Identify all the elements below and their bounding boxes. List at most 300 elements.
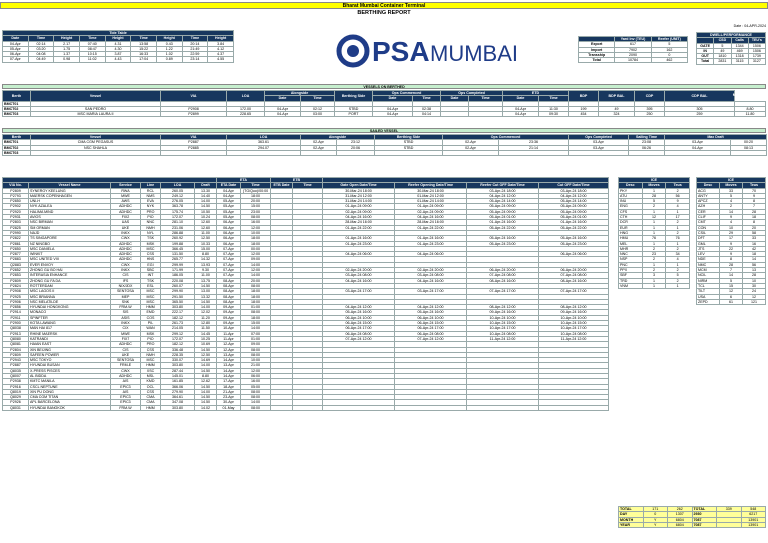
col-date: Date <box>373 96 413 101</box>
table-cell: 231.06 <box>161 225 195 230</box>
table-cell: 5 <box>714 43 731 48</box>
table-cell <box>323 405 395 410</box>
table-cell: 05-Apr-24 22:00 <box>539 225 609 230</box>
table-cell: 14 <box>743 257 766 262</box>
table-cell: 03-Apr-24 18:00 <box>467 188 539 193</box>
table-cell: 2930 <box>692 512 717 517</box>
table-cell: 250 <box>635 112 665 117</box>
table-row <box>3 150 767 155</box>
table-cell: 2 <box>720 204 743 209</box>
table-cell: 30-Mar-24 18:00 <box>323 188 395 193</box>
table-cell: ENG <box>619 204 643 209</box>
table-cell: PIO <box>141 215 161 220</box>
table-cell: RHINE MAERSK <box>29 331 111 336</box>
table-cell: AWS <box>111 199 141 204</box>
totals-table <box>618 506 766 528</box>
table-cell: P2883 <box>3 257 29 262</box>
table-cell: 1 <box>642 262 666 267</box>
table-cell: 16 <box>743 241 766 246</box>
table-cell: 61 <box>720 299 743 304</box>
table-cell: 1810 <box>714 54 731 59</box>
table-cell: 04-Apr <box>265 106 301 111</box>
col-header: TEU's <box>748 38 765 43</box>
table-cell: 1344 <box>731 43 748 48</box>
table-cell: 42 <box>743 246 766 251</box>
table-cell: 11-Apr <box>217 331 241 336</box>
table-cell: 08:00 <box>241 310 271 315</box>
table-cell: Total <box>697 59 714 64</box>
table-cell: Total <box>579 58 615 63</box>
table-cell: TILT <box>697 289 720 294</box>
table-cell: 347.08 <box>161 400 195 405</box>
table-cell: RWA <box>111 188 141 193</box>
table-cell: 05-Apr-24 09:00 <box>539 204 609 209</box>
table-cell: MWE <box>111 193 141 198</box>
col-header: Time <box>28 36 54 41</box>
table-cell: 18 <box>743 215 766 220</box>
col-vessel: Vessel <box>31 135 161 140</box>
table-cell: 214.05 <box>161 326 195 331</box>
table-cell: 01-Apr-24 09:00 <box>395 204 467 209</box>
table-cell: CSIL <box>697 230 720 235</box>
table-cell: 04-Apr-24 12:00 <box>395 305 467 310</box>
table-cell: 18:00 <box>241 241 271 246</box>
table-cell: NNC <box>619 252 643 257</box>
col-header: Time <box>131 36 157 41</box>
col-max-draft: Max Draft <box>732 93 750 97</box>
table-cell: 31-Mar-24 12:00 <box>323 193 395 198</box>
table-cell: 29 <box>720 230 743 235</box>
table-cell: 1 <box>642 278 666 283</box>
table-cell: 14:00 <box>241 262 271 267</box>
table-cell: P2920 <box>3 209 29 214</box>
table-cell: 9 <box>720 215 743 220</box>
table-cell: 13.75 <box>195 278 217 283</box>
table-cell: 12:00 <box>241 268 271 273</box>
table-cell: OUT <box>697 54 714 59</box>
table-cell: 06-Apr-24 08:00 <box>323 331 395 336</box>
table-cell: INTERASIA ENHANCE <box>29 273 111 278</box>
table-cell: 21:00 <box>241 363 271 368</box>
table-cell: 04-Apr-24 16:00 <box>323 215 395 220</box>
table-cell: 07-Apr <box>3 57 29 62</box>
table-cell: 03-Apr <box>569 145 629 150</box>
col-berthing-side: Berthing Side <box>375 135 443 140</box>
table-cell: 7087 <box>692 522 717 527</box>
table-cell: 08-Apr-24 12:00 <box>467 305 539 310</box>
sailed-section-title: SAILED VESSEL <box>2 128 766 133</box>
table-cell: 365.50 <box>161 299 195 304</box>
table-cell: 04-Apr-24 16:00 <box>323 278 395 283</box>
table-cell: 03-Apr-24 18:00 <box>539 188 609 193</box>
col-date: Date <box>441 96 469 101</box>
table-cell: 6217 <box>741 512 766 517</box>
table-cell: INU <box>619 199 643 204</box>
table-cell: 10-Apr-24 15:00 <box>467 321 539 326</box>
table-cell: 01:00 <box>241 305 271 310</box>
table-cell: MSC <box>141 246 161 251</box>
table-cell: 00:20 <box>731 140 767 145</box>
table-cell: NIRM <box>697 278 720 283</box>
table-cell: MAERSK COPENHAGEN <box>29 193 111 198</box>
table-cell: P2926 <box>3 400 29 405</box>
table-cell: 18:00 <box>241 315 271 320</box>
table-cell: 04-Apr-24 12:00 <box>467 193 539 198</box>
table-cell: 06-Apr <box>217 230 241 235</box>
table-cell: 303.80 <box>161 305 195 310</box>
table-cell: 299.12 <box>161 331 195 336</box>
table-cell: 16:33 <box>131 52 157 57</box>
table-cell: 09-Apr <box>217 321 241 326</box>
col-header: Height <box>105 36 131 41</box>
table-cell: 07-Apr <box>217 273 241 278</box>
table-cell: 01-Apr-24 16:00 <box>539 220 609 225</box>
table-cell: P2856 <box>3 305 29 310</box>
table-cell: Q8007 <box>3 373 29 378</box>
table-row <box>3 112 766 117</box>
table-cell: KOTA LAWANG <box>29 321 111 326</box>
table-cell: INKX <box>111 268 141 273</box>
table-cell: 09-Apr <box>217 310 241 315</box>
col-eta: ETA <box>217 178 271 183</box>
table-cell: UKE <box>111 352 141 357</box>
table-cell: MSC TOKYO <box>29 358 111 363</box>
table-cell: 76 <box>666 236 690 241</box>
table-cell: 13.30 <box>195 188 217 193</box>
table-cell: 70 <box>743 188 766 193</box>
table-cell: 10.33 <box>195 241 217 246</box>
table-cell: CFS <box>619 209 643 214</box>
table-cell: 06-Apr-24 20:00 <box>467 268 539 273</box>
table-cell: YEAR <box>619 522 644 527</box>
table-cell: 469 <box>731 48 748 53</box>
table-cell: EMD <box>141 310 161 315</box>
table-cell: 01-Apr-24 16:00 <box>395 236 467 241</box>
table-cell: P2803 <box>3 220 29 225</box>
table-cell: 12 <box>720 289 743 294</box>
table-cell: 01-Apr-24 16:00 <box>323 236 395 241</box>
table-cell: XSC <box>141 368 161 373</box>
table-cell: 4.55 <box>208 57 234 62</box>
table-cell: 07-Apr-24 12:00 <box>395 336 467 341</box>
table-cell: 20:06 <box>337 145 375 150</box>
table-cell: 172.07 <box>161 215 195 220</box>
table-cell: 324 <box>599 112 635 117</box>
table-cell: HYUNDAI BUSAN <box>29 363 111 368</box>
table-cell: 14.50 <box>195 347 217 352</box>
table-cell: 02-Apr <box>301 140 337 145</box>
table-cell: INT <box>141 273 161 278</box>
table-cell: NYK AZALEA <box>29 204 111 209</box>
table-cell: AIS <box>111 389 141 394</box>
table-cell: 09-Apr <box>217 305 241 310</box>
table-cell: 01:00 <box>241 336 271 341</box>
table-cell: 5 <box>720 278 743 283</box>
col-header: Cut OFF Date/Time <box>539 183 609 188</box>
col-via: VIA <box>161 91 227 102</box>
table-cell: 172.00 <box>227 106 265 111</box>
table-cell: 23:08 <box>629 140 665 145</box>
table-cell: 18:00 <box>241 294 271 299</box>
table-cell: 05-Apr <box>217 209 241 214</box>
table-cell: 14.00 <box>195 389 217 394</box>
table-cell: INKX <box>111 230 141 235</box>
table-cell: 01-Apr-24 22:00 <box>395 225 467 230</box>
table-cell: 09-Apr-24 16:00 <box>539 310 609 315</box>
table-cell: 7 <box>720 268 743 273</box>
col-date: Date <box>503 96 539 101</box>
table-cell: P2914 <box>3 310 29 315</box>
table-cell: 4 <box>720 220 743 225</box>
col-bdp-bal: BDP BAL <box>599 91 635 102</box>
table-cell: VNM <box>619 283 643 288</box>
table-cell: P2809 <box>3 278 29 283</box>
table-cell: 336.48 <box>161 347 195 352</box>
table-cell: 02-Apr-24 20:00 <box>395 268 467 273</box>
table-cell: P2938 <box>3 379 29 384</box>
table-cell: ZEPD <box>697 299 720 304</box>
table-cell: 06-Apr-24 20:00 <box>539 268 609 273</box>
table-cell <box>665 150 731 155</box>
table-cell: 9 <box>666 199 690 204</box>
psa-logo-text: PSA <box>372 36 430 67</box>
table-cell: 49 <box>714 48 731 53</box>
table-cell <box>469 112 503 117</box>
table-cell: 09-Apr <box>217 315 241 320</box>
table-cell: 14-Apr <box>217 358 241 363</box>
table-cell: P2824 <box>3 283 29 288</box>
table-cell: P2908 <box>3 289 29 294</box>
table-cell: 06-Apr-24 08:00 <box>395 331 467 336</box>
table-cell: 07-Apr <box>217 262 241 267</box>
table-cell: 23 <box>642 252 666 257</box>
table-row <box>579 47 688 52</box>
table-cell: 31-Mar-24 14:00 <box>323 199 395 204</box>
table-cell: 182.12 <box>161 315 195 320</box>
table-cell: 12.60 <box>195 225 217 230</box>
table-cell: 01-Apr-24 16:00 <box>467 220 539 225</box>
table-cell: 04:49 <box>28 57 54 62</box>
table-cell: 04-Apr-24 12:00 <box>539 193 609 198</box>
col-loa: LOA <box>227 135 301 140</box>
table-cell: 12:00 <box>241 368 271 373</box>
table-cell: 02-Apr-24 09:00 <box>323 209 395 214</box>
table-cell: 2 <box>642 204 666 209</box>
table-cell: 20:00 <box>241 199 271 204</box>
table-cell: 4.37 <box>208 52 234 57</box>
table-cell: 28-Mar-24 16:00 <box>323 220 395 225</box>
table-cell: PIO <box>141 336 161 341</box>
table-cell: 2.17 <box>54 41 80 46</box>
table-cell: 330.07 <box>161 358 195 363</box>
table-cell: 261.73 <box>161 321 195 326</box>
table-cell <box>227 150 301 155</box>
table-cell: 04-Apr <box>217 193 241 198</box>
table-cell: 05-Apr-24 23:00 <box>539 241 609 246</box>
table-cell: 02-Apr-24 09:00 <box>395 209 467 214</box>
table-cell: 04-Apr <box>265 112 301 117</box>
sailed-table <box>2 134 767 156</box>
table-cell: P2911 <box>3 315 29 320</box>
table-cell: HNG <box>619 230 643 235</box>
table-cell: P2852 <box>3 268 29 273</box>
table-cell: 01-Mar-24 14:00 <box>395 199 467 204</box>
table-cell: 01-Apr-24 09:00 <box>323 204 395 209</box>
col-header: Moves <box>642 183 666 188</box>
table-cell: MSK <box>141 241 161 246</box>
table-cell: 06-Apr-24 15:00 <box>323 321 395 326</box>
table-cell: 58 <box>743 230 766 235</box>
table-cell: SBC <box>141 268 161 273</box>
table-cell: 1 <box>666 262 690 267</box>
table-cell: 172.07 <box>161 336 195 341</box>
table-cell: P2925 <box>3 294 29 299</box>
table-cell: 249.12 <box>161 193 195 198</box>
table-cell: 548 <box>741 507 766 512</box>
table-cell: 12.02 <box>195 310 217 315</box>
table-cell: P2885 <box>161 145 227 150</box>
table-cell: 14.50 <box>195 283 217 288</box>
col-time: Time <box>539 96 569 101</box>
table-cell: 04:14 <box>413 112 441 117</box>
table-cell: 22 <box>720 246 743 251</box>
table-cell: 05-Apr <box>217 199 241 204</box>
table-cell: 23:00 <box>241 209 271 214</box>
table-cell: 286.88 <box>161 230 195 235</box>
table-cell: 0.98 <box>54 57 80 62</box>
table-cell: 1 <box>666 209 690 214</box>
table-cell: 7902 <box>615 47 651 52</box>
table-cell: CMA <box>141 400 161 405</box>
table-cell: MAN HAI 817 <box>29 326 111 331</box>
table-cell: 02:38 <box>413 106 441 111</box>
table-cell: 03-Apr-24 08:00 <box>323 273 395 278</box>
table-cell: 5 <box>651 42 687 47</box>
col-berth: Berth <box>3 91 31 102</box>
table-cell: SYNERGY KEELUNG <box>29 188 111 193</box>
table-row <box>619 522 766 527</box>
col-header: Reefer Cut OFF Date/Time <box>467 183 539 188</box>
table-cell: 01-Mar-24 12:00 <box>395 193 467 198</box>
table-cell <box>539 405 609 410</box>
table-cell: 228.35 <box>161 352 195 357</box>
table-cell: 08:00 <box>241 352 271 357</box>
table-cell: TSK <box>141 236 161 241</box>
table-cell: 1 <box>642 225 666 230</box>
table-cell: 49 <box>599 106 635 111</box>
table-cell: MSC <box>141 358 161 363</box>
table-cell: OCL <box>141 384 161 389</box>
table-cell: HYUNDAI BANGKOK <box>29 405 111 410</box>
table-cell: 09:30 <box>539 112 569 117</box>
table-cell: CER <box>697 209 720 214</box>
table-cell: 08:00 <box>241 389 271 394</box>
table-cell: 13-Apr <box>217 363 241 368</box>
table-cell: Q8031 <box>3 405 29 410</box>
table-cell: 1.22 <box>156 46 182 51</box>
table-cell: 23:36 <box>499 140 569 145</box>
table-cell: CSCL NEPTUNE <box>29 384 111 389</box>
table-cell: ADHDC <box>111 257 141 262</box>
table-cell: 05-Apr <box>217 215 241 220</box>
table-cell: ZHONG GU FA DA <box>29 278 111 283</box>
table-cell: 56 <box>743 262 766 267</box>
table-cell: Q8081 <box>3 342 29 347</box>
table-cell: 121 <box>743 299 766 304</box>
table-cell: 8.80 <box>195 252 217 257</box>
table-cell: Q2883 <box>3 262 29 267</box>
col-cdp: CDP <box>635 91 665 102</box>
table-cell: 162 <box>651 47 687 52</box>
table-cell: WAN <box>141 326 161 331</box>
table-cell: AL BIDDA <box>29 373 111 378</box>
table-cell: 14.50 <box>195 384 217 389</box>
table-cell: CLIF <box>697 215 720 220</box>
table-cell: PIL <box>141 321 161 326</box>
table-cell: CSS <box>141 347 161 352</box>
table-cell: UNI-H <box>29 199 111 204</box>
table-cell: 339 <box>717 507 742 512</box>
table-cell: NYL <box>141 230 161 235</box>
table-cell: 05-Apr-24 22:00 <box>467 225 539 230</box>
table-cell: 3 <box>642 273 666 278</box>
table-cell: MEP <box>111 294 141 299</box>
table-cell: 12 <box>642 215 666 220</box>
table-cell: 2 <box>666 188 690 193</box>
col-alongside: Alongside <box>301 135 375 140</box>
table-cell: 08:00 <box>241 283 271 288</box>
table-cell: SENTOSA <box>111 358 141 363</box>
table-cell: 10-Apr-24 17:00 <box>539 326 609 331</box>
table-cell: WINKIT <box>29 252 111 257</box>
table-cell: 260.92 <box>161 236 195 241</box>
table-cell: 02:12 <box>301 106 335 111</box>
table-cell: 09:00 <box>241 342 271 347</box>
table-cell: 05-Apr-24 23:00 <box>467 241 539 246</box>
col-header: Line <box>141 183 161 188</box>
table-cell: TS SINGAPORE <box>29 236 111 241</box>
table-cell: 12.50 <box>195 352 217 357</box>
table-cell: MSL <box>141 373 161 378</box>
table-cell: AVIOS <box>29 215 111 220</box>
table-cell: NIX/JDX <box>111 283 141 288</box>
table-cell: 10-Apr-24 08:00 <box>539 331 609 336</box>
table-cell: 276.05 <box>161 199 195 204</box>
table-cell: 05:00 <box>241 384 271 389</box>
table-cell: 1.75 <box>54 46 80 51</box>
table-cell: SIS <box>111 310 141 315</box>
table-cell: 08-Apr-24 16:00 <box>467 278 539 283</box>
table-cell: EPIC3 <box>111 395 141 400</box>
table-cell: 05-Apr-24 01:00 <box>467 215 539 220</box>
table-cell: TOTAL <box>692 507 717 512</box>
table-cell: 14.02 <box>195 405 217 410</box>
table-cell: 03-Apr <box>569 140 629 145</box>
col-alongside: Alongside <box>265 91 335 96</box>
table-cell: ADHDC <box>111 246 141 251</box>
table-cell: 11.80 <box>735 112 766 117</box>
table-cell: 04-Apr <box>503 106 539 111</box>
berthed-section-title: VESSELS ON BERTHED <box>2 84 766 89</box>
table-cell: HMM <box>141 363 161 368</box>
table-cell: BMCT03 <box>3 112 31 117</box>
table-cell: CIS <box>111 347 141 352</box>
table-cell: 18 <box>743 252 766 257</box>
table-row <box>697 59 766 64</box>
table-cell: 14 <box>720 209 743 214</box>
table-row <box>3 57 234 62</box>
report-title: BERTHING REPORT <box>357 10 411 16</box>
